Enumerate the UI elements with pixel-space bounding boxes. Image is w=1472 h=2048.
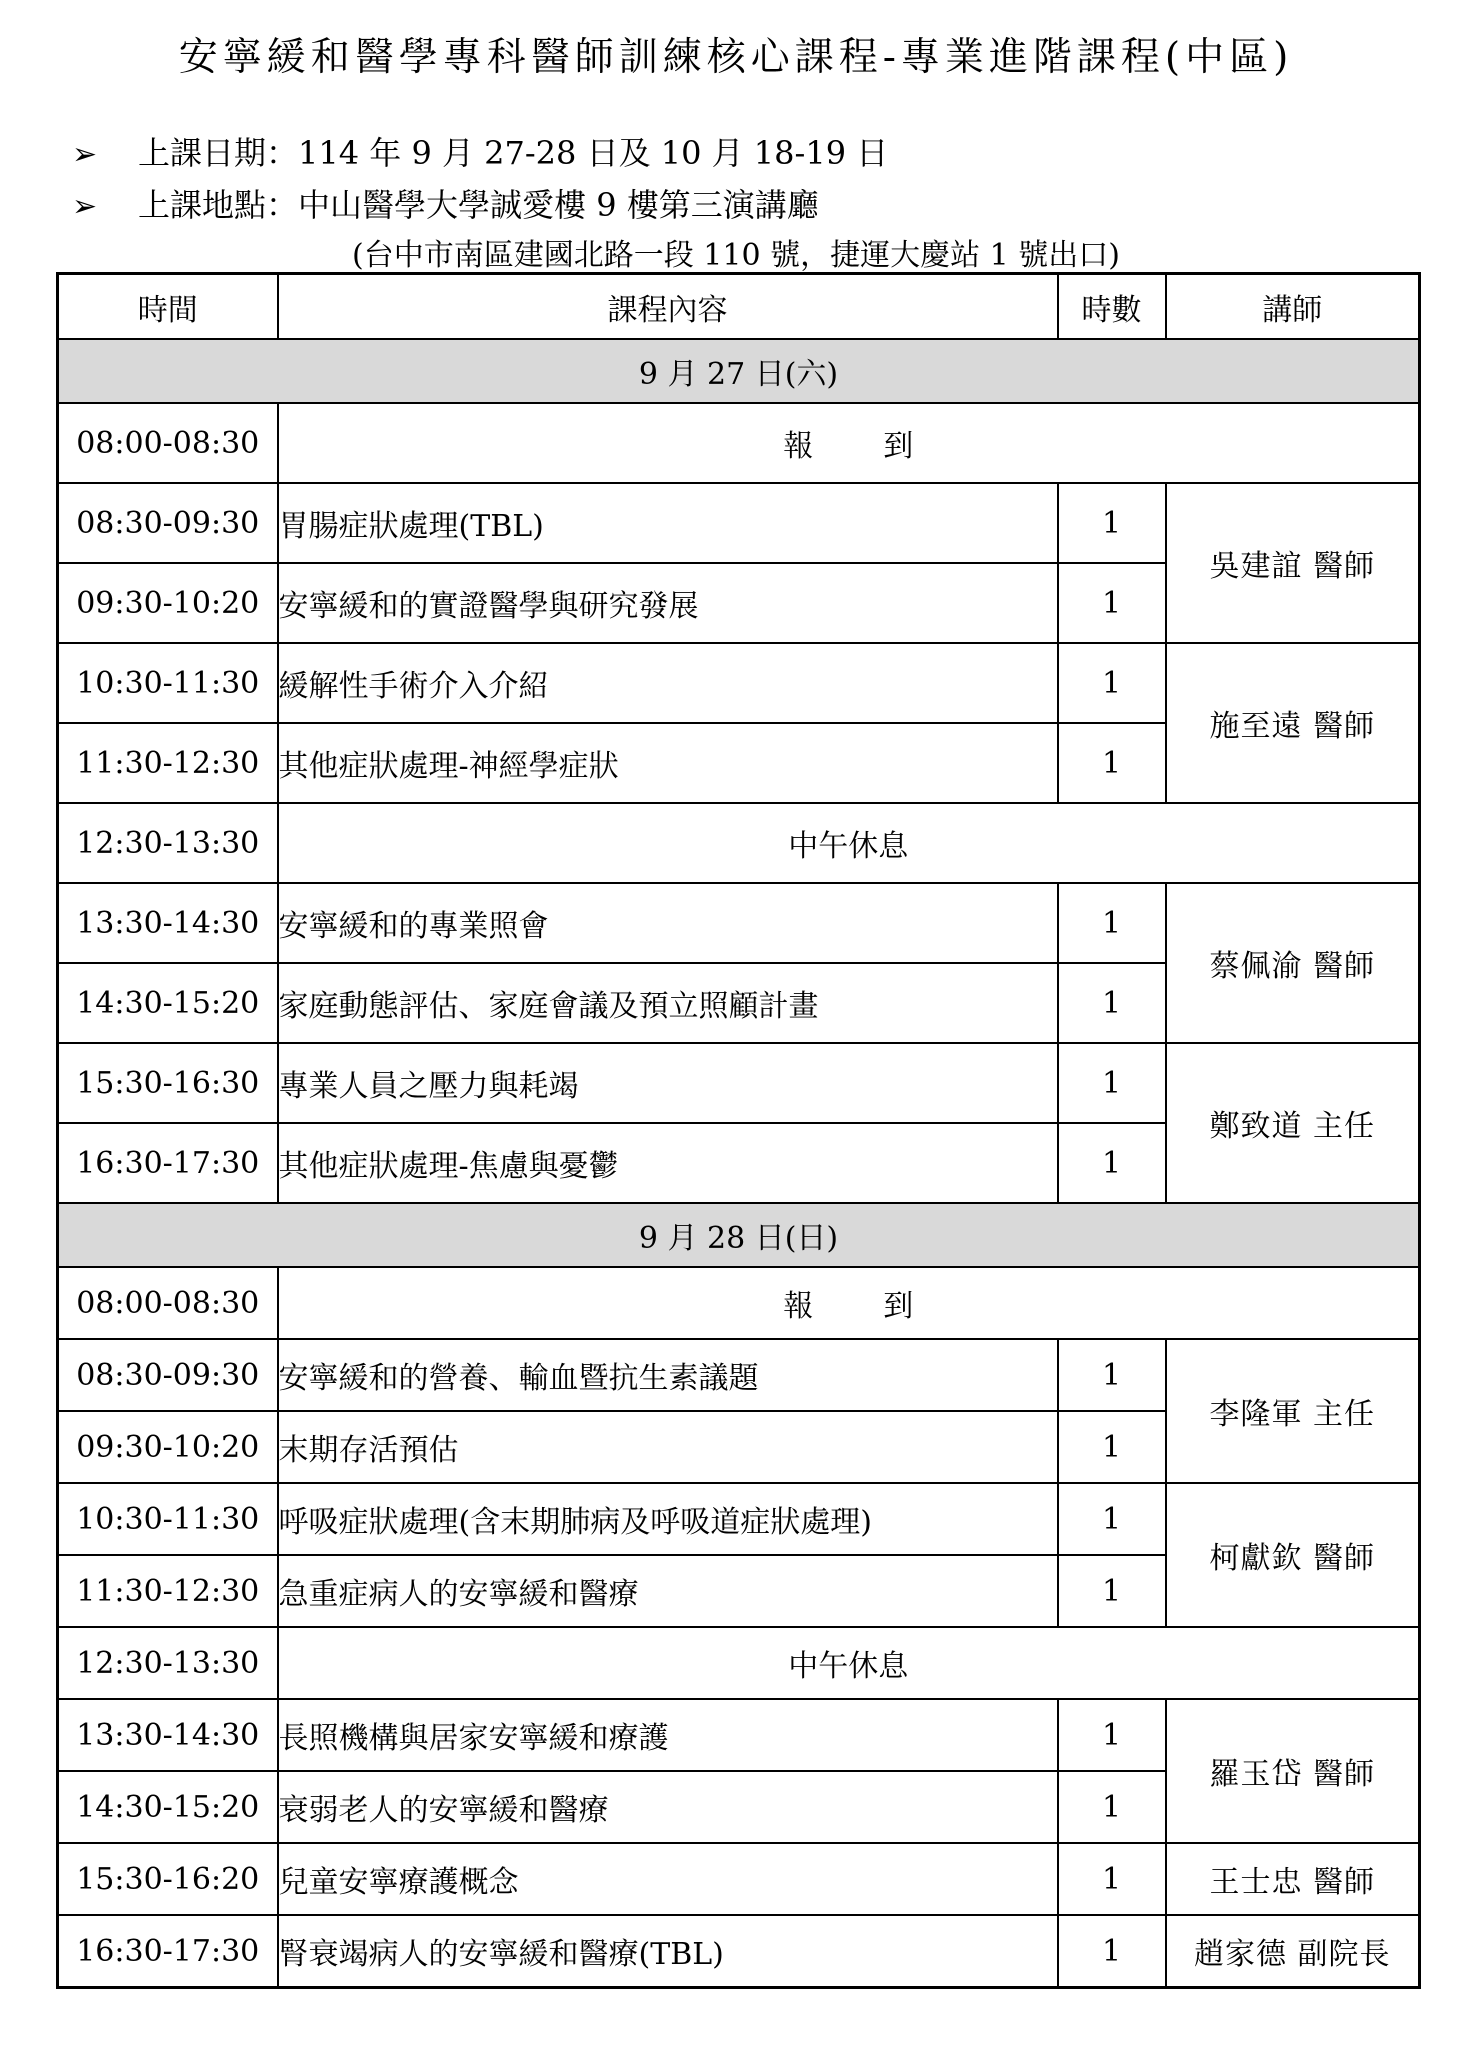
time-cell: 12:30-13:30 (58, 803, 278, 883)
teacher-cell: 趙家德 副院長 (1166, 1915, 1420, 1988)
course-cell: 腎衰竭病人的安寧緩和醫療(TBL) (278, 1915, 1058, 1988)
table-row (58, 1699, 1420, 1771)
header-hours: 時數 (1058, 274, 1166, 340)
time-cell: 16:30-17:30 (58, 1915, 278, 1988)
checkin-text: 報到 (783, 1289, 984, 1324)
hours-cell: 1 (1058, 643, 1166, 723)
teacher-cell: 王士忠 醫師 (1166, 1843, 1420, 1915)
course-cell: 家庭動態評估、家庭會議及預立照顧計畫 (278, 963, 1058, 1043)
teacher-cell: 李隆軍 主任 (1166, 1339, 1420, 1483)
lunch-row (58, 803, 1420, 883)
hours-cell: 1 (1058, 1043, 1166, 1123)
table-row (58, 483, 1420, 563)
lunch-cell: 中午休息 (278, 1627, 1420, 1699)
day-header-row (58, 1203, 1420, 1267)
course-cell: 長照機構與居家安寧緩和療護 (278, 1699, 1058, 1771)
arrow-bullet-icon: ➢ (72, 137, 98, 172)
checkin-row (58, 403, 1420, 483)
course-cell: 其他症狀處理-焦慮與憂鬱 (278, 1123, 1058, 1203)
teacher-cell: 蔡佩渝 醫師 (1166, 883, 1420, 1043)
time-cell: 09:30-10:20 (58, 1411, 278, 1483)
table-row (58, 643, 1420, 723)
table-header-row (58, 274, 1420, 340)
time-cell: 08:00-08:30 (58, 403, 278, 483)
course-date-line (72, 128, 888, 174)
table-row (58, 1339, 1420, 1411)
time-cell: 14:30-15:20 (58, 1771, 278, 1843)
course-cell: 緩解性手術介入介紹 (278, 643, 1058, 723)
hours-cell: 1 (1058, 1411, 1166, 1483)
course-cell: 呼吸症狀處理(含末期肺病及呼吸道症狀處理) (278, 1483, 1058, 1555)
day-header-row (58, 339, 1420, 403)
hours-cell: 1 (1058, 1843, 1166, 1915)
time-cell: 11:30-12:30 (58, 723, 278, 803)
header-course: 課程內容 (278, 274, 1058, 340)
checkin-text: 報到 (783, 429, 984, 464)
table-row (58, 1915, 1420, 1988)
course-cell: 安寧緩和的實證醫學與研究發展 (278, 563, 1058, 643)
table-row (58, 883, 1420, 963)
checkin-cell (278, 403, 1420, 483)
time-cell: 09:30-10:20 (58, 563, 278, 643)
date-label: 上課日期： (138, 134, 299, 172)
teacher-cell: 羅玉岱 醫師 (1166, 1699, 1420, 1843)
course-place-line (72, 180, 819, 226)
arrow-bullet-icon: ➢ (72, 189, 98, 224)
lunch-cell: 中午休息 (278, 803, 1420, 883)
time-cell: 14:30-15:20 (58, 963, 278, 1043)
teacher-cell: 施至遠 醫師 (1166, 643, 1420, 803)
teacher-cell: 吳建誼 醫師 (1166, 483, 1420, 643)
table-row (58, 1043, 1420, 1123)
date-value: 114 年 9 月 27-28 日及 10 月 18-19 日 (298, 134, 889, 172)
course-cell: 胃腸症狀處理(TBL) (278, 483, 1058, 563)
time-cell: 08:30-09:30 (58, 1339, 278, 1411)
day-label: 9 月 28 日(日) (58, 1203, 1420, 1267)
header-time: 時間 (58, 274, 278, 340)
place-label: 上課地點： (138, 186, 299, 224)
checkin-row (58, 1267, 1420, 1339)
time-cell: 08:30-09:30 (58, 483, 278, 563)
table-row (58, 1483, 1420, 1555)
time-cell: 13:30-14:30 (58, 883, 278, 963)
course-cell: 其他症狀處理-神經學症狀 (278, 723, 1058, 803)
course-cell: 安寧緩和的營養、輸血暨抗生素議題 (278, 1339, 1058, 1411)
hours-cell: 1 (1058, 1123, 1166, 1203)
schedule-table (56, 272, 1421, 1989)
course-cell: 安寧緩和的專業照會 (278, 883, 1058, 963)
day-label: 9 月 27 日(六) (58, 339, 1420, 403)
time-cell: 10:30-11:30 (58, 643, 278, 723)
hours-cell: 1 (1058, 563, 1166, 643)
hours-cell: 1 (1058, 723, 1166, 803)
hours-cell: 1 (1058, 1699, 1166, 1771)
course-cell: 兒童安寧療護概念 (278, 1843, 1058, 1915)
time-cell: 08:00-08:30 (58, 1267, 278, 1339)
address-line: (台中市南區建國北路一段 110 號，捷運大慶站 1 號出口) (352, 238, 1120, 273)
course-cell: 衰弱老人的安寧緩和醫療 (278, 1771, 1058, 1843)
hours-cell: 1 (1058, 1915, 1166, 1988)
hours-cell: 1 (1058, 1339, 1166, 1411)
course-cell: 急重症病人的安寧緩和醫療 (278, 1555, 1058, 1627)
hours-cell: 1 (1058, 1483, 1166, 1555)
time-cell: 15:30-16:20 (58, 1843, 278, 1915)
hours-cell: 1 (1058, 483, 1166, 563)
checkin-cell (278, 1267, 1420, 1339)
time-cell: 12:30-13:30 (58, 1627, 278, 1699)
course-cell: 專業人員之壓力與耗竭 (278, 1043, 1058, 1123)
time-cell: 16:30-17:30 (58, 1123, 278, 1203)
table-row (58, 1843, 1420, 1915)
hours-cell: 1 (1058, 963, 1166, 1043)
hours-cell: 1 (1058, 1555, 1166, 1627)
teacher-cell: 鄭致道 主任 (1166, 1043, 1420, 1203)
page-title: 安寧緩和醫學專科醫師訓練核心課程-專業進階課程(中區) (178, 35, 1294, 80)
header-teacher: 講師 (1166, 274, 1420, 340)
place-value: 中山醫學大學誠愛樓 9 樓第三演講廳 (298, 186, 819, 224)
teacher-cell: 柯獻欽 醫師 (1166, 1483, 1420, 1627)
course-cell: 末期存活預估 (278, 1411, 1058, 1483)
lunch-row (58, 1627, 1420, 1699)
time-cell: 10:30-11:30 (58, 1483, 278, 1555)
time-cell: 11:30-12:30 (58, 1555, 278, 1627)
hours-cell: 1 (1058, 1771, 1166, 1843)
hours-cell: 1 (1058, 883, 1166, 963)
time-cell: 15:30-16:30 (58, 1043, 278, 1123)
time-cell: 13:30-14:30 (58, 1699, 278, 1771)
